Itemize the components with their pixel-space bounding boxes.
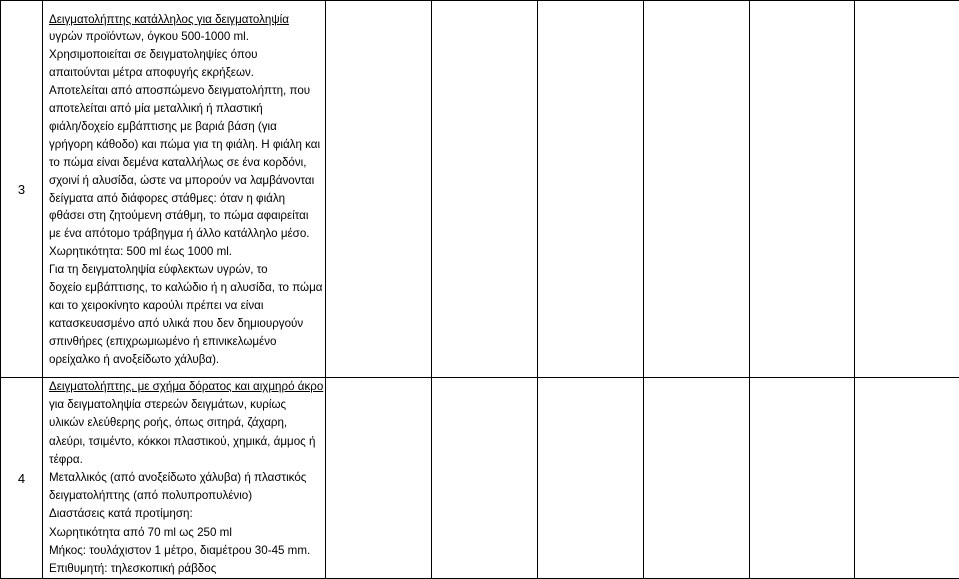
item-description-cell bbox=[43, 1, 326, 378]
description-lines bbox=[43, 10, 325, 369]
description-line: δοχείο εμβάπτισης, το καλώδιο ή η αλυσίδα, το πώμα bbox=[49, 279, 325, 297]
empty-cell bbox=[326, 378, 432, 579]
item-number-cell: 3 bbox=[1, 1, 43, 378]
empty-cell bbox=[644, 378, 750, 579]
description-line: Μεταλλικός (από ανοξείδωτο χάλυβα) ή πλαστικός bbox=[49, 469, 325, 487]
empty-cell bbox=[538, 378, 644, 579]
description-line: σπινθήρες (επιχρωμιωμένο ή επινικελωμένο bbox=[49, 333, 325, 351]
empty-cell bbox=[644, 1, 750, 378]
empty-cell bbox=[750, 378, 855, 579]
table-row bbox=[1, 378, 959, 579]
description-line: το πώμα είναι δεμένα καταλλήλως σε ένα κορδόνι, bbox=[49, 154, 325, 172]
description-line: φθάσει στη ζητούμενη στάθμη, το πώμα αφαιρείται bbox=[49, 207, 325, 225]
empty-cell bbox=[538, 1, 644, 378]
description-line: με ένα απότομο τράβηγμα ή άλλο κατάλληλο μέσο. bbox=[49, 225, 325, 243]
description-line: υλικών ελεύθερης ροής, όπως σιτηρά, ζάχαρη, bbox=[49, 414, 325, 432]
empty-cell bbox=[750, 1, 855, 378]
description-line: δειγματολήπτης (από πολυπροπυλένιο) bbox=[49, 487, 325, 505]
description-line: τέφρα. bbox=[49, 451, 325, 469]
description-line: φιάλη/δοχείο εμβάπτισης με βαριά βάση (για bbox=[49, 118, 325, 136]
description-line: Αποτελείται από αποσπώμενο δειγματολήπτη, που bbox=[49, 82, 325, 100]
description-lines bbox=[43, 378, 325, 578]
description-line: αποτελείται από μία μεταλλική ή πλαστική bbox=[49, 100, 325, 118]
description-line: ορείχαλκο ή ανοξείδωτο χάλυβα). bbox=[49, 351, 325, 369]
description-line: Χωρητικότητα: 500 ml έως 1000 ml. bbox=[49, 243, 325, 261]
description-line: για δειγματοληψία στερεών δειγμάτων, κυρίως bbox=[49, 396, 325, 414]
description-line: γρήγορη κάθοδο) και πώμα για τη φιάλη. Η φιάλη και bbox=[49, 136, 325, 154]
description-line: Χωρητικότητα από 70 ml ως 250 ml bbox=[49, 524, 325, 542]
description-line: δείγματα από διάφορες στάθμες: όταν η φιάλη bbox=[49, 190, 325, 208]
table-row bbox=[1, 1, 959, 378]
description-line: Για τη δειγματοληψία εύφλεκτων υγρών, το bbox=[49, 261, 325, 279]
description-line: Διαστάσεις κατά προτίμηση: bbox=[49, 505, 325, 523]
empty-cell bbox=[432, 378, 538, 579]
description-line: Δειγματολήπτης κατάλληλος για δειγματοληψία bbox=[49, 11, 325, 29]
description-line: σχοινί ή αλυσίδα, ώστε να μπορούν να λαμβάνονται bbox=[49, 172, 325, 190]
empty-cell bbox=[432, 1, 538, 378]
description-line: Δειγματολήπτης, με σχήμα δόρατος και αιχμηρό άκρο bbox=[49, 378, 325, 396]
empty-cell bbox=[326, 1, 432, 378]
description-line: Επιθυμητή: τηλεσκοπική ράβδος bbox=[49, 560, 325, 578]
item-description-cell bbox=[43, 378, 326, 579]
description-line: αλεύρι, τσιμέντο, κόκκοι πλαστικού, χημικά, άμμος ή bbox=[49, 433, 325, 451]
description-line: απαιτούνται μέτρα αποφυγής εκρήξεων. bbox=[49, 64, 325, 82]
empty-cell bbox=[855, 378, 959, 579]
description-line: κατασκευασμένο από υλικά που δεν δημιουργούν bbox=[49, 315, 325, 333]
empty-cell bbox=[855, 1, 959, 378]
description-line: και το χειροκίνητο καρούλι πρέπει να είναι bbox=[49, 297, 325, 315]
description-line: Μήκος: τουλάχιστον 1 μέτρο, διαμέτρου 30-45 mm. bbox=[49, 542, 325, 560]
description-line: Χρησιμοποιείται σε δειγματοληψίες όπου bbox=[49, 46, 325, 64]
description-line: υγρών προϊόντων, όγκου 500-1000 ml. bbox=[49, 28, 325, 46]
item-number-cell: 4 bbox=[1, 378, 43, 579]
